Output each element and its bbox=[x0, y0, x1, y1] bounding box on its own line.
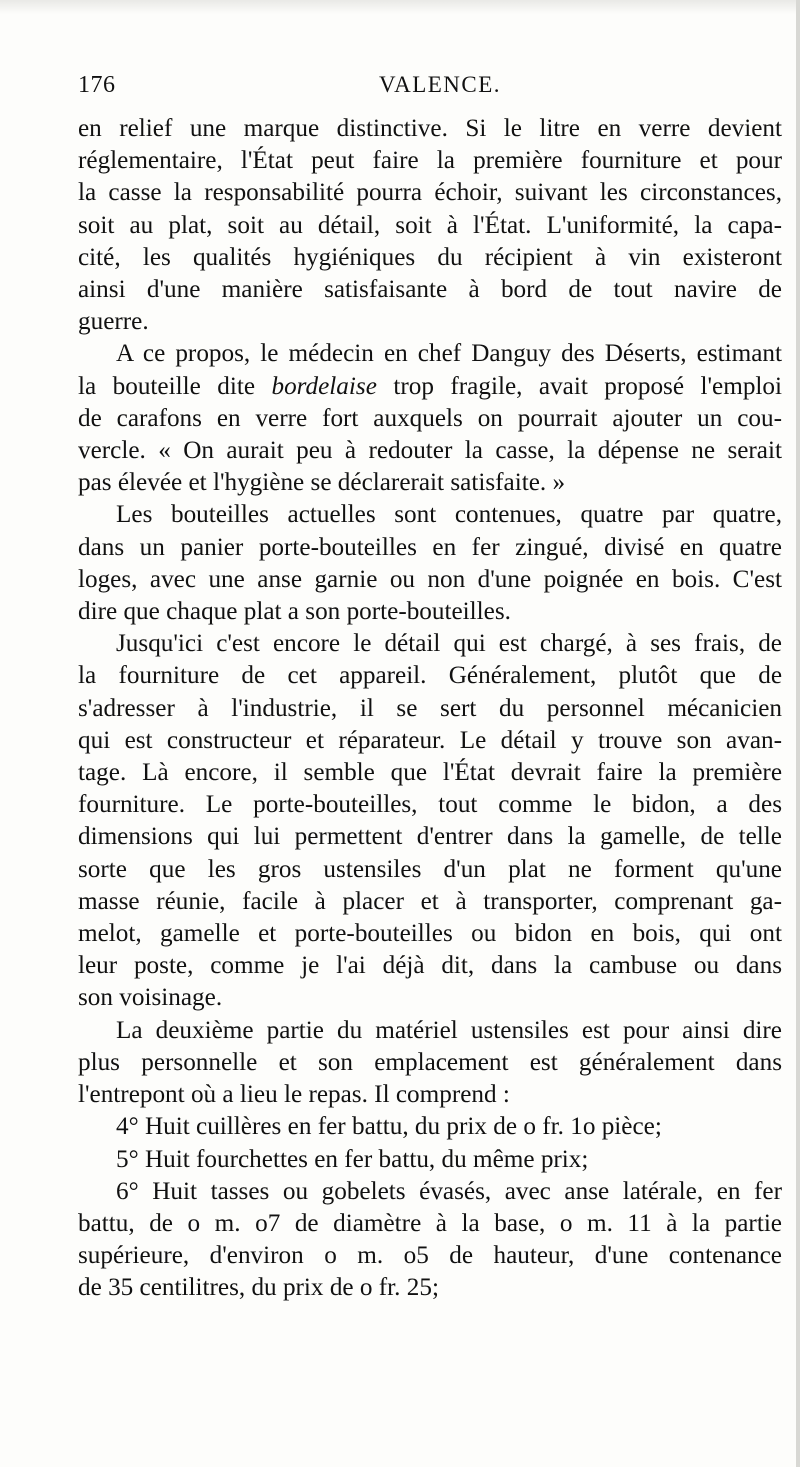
text-line: guerre. bbox=[78, 308, 149, 336]
text-line: la fourniture de cet appareil. Généralement, plutôt que de bbox=[78, 662, 782, 690]
page-header bbox=[78, 72, 782, 108]
text-line: tage. Là encore, il semble que l'État devrait faire la première bbox=[78, 759, 782, 787]
text-line: battu, de o m. o7 de diamètre à la base, o m. 11 à la partie bbox=[78, 1209, 782, 1237]
text-line: melot, gamelle et porte-bouteilles ou bidon en bois, qui ont bbox=[78, 920, 782, 948]
text-line bbox=[78, 371, 782, 403]
text-line: son voisinage. bbox=[78, 984, 223, 1012]
text-fragment: trop fragile, avait proposé l'emploi bbox=[376, 372, 783, 400]
text-line: dire que chaque plat a son porte-bouteilles. bbox=[78, 598, 511, 626]
text-line: vercle. « On aurait peu à redouter la casse, la dépense ne serait bbox=[78, 437, 782, 465]
text-line: en relief une marque distinctive. Si le litre en verre devient bbox=[78, 115, 782, 142]
text-line: supérieure, d'environ o m. o5 de hauteur, d'une contenance bbox=[78, 1242, 782, 1270]
italic-term: bordelaise bbox=[271, 372, 377, 400]
list-item: 5° Huit fourchettes en fer battu, du même prix; bbox=[116, 1145, 589, 1173]
running-title: VALENCE. bbox=[378, 72, 502, 97]
text-line: plus personnelle et son emplacement est généralement dans bbox=[78, 1048, 782, 1076]
text-line: pas élevée et l'hygiène se déclarerait satisfaite. » bbox=[78, 469, 566, 497]
list-item: 6° Huit tasses ou gobelets évasés, avec anse latérale, en fer bbox=[116, 1177, 782, 1205]
text-line: cité, les qualités hygiéniques du récipient à vin existeront bbox=[78, 243, 782, 271]
text-line: la casse la responsabilité pourra échoir, suivant les circonstances, bbox=[78, 179, 782, 207]
text-line: ainsi d'une manière satisfaisante à bord de tout navire de bbox=[78, 276, 782, 304]
text-line: sorte que les gros ustensiles d'un plat ne forment qu'une bbox=[78, 855, 782, 883]
text-line: loges, avec une anse garnie ou non d'une poignée en bois. C'est bbox=[78, 565, 782, 593]
text-line: s'adresser à l'industrie, il se sert du personnel mécanicien bbox=[78, 694, 782, 722]
text-line: de carafons en verre fort auxquels on pourrait ajouter un cou- bbox=[78, 404, 782, 432]
text-line: dans un panier porte-bouteilles en fer zingué, divisé en quatre bbox=[78, 533, 782, 561]
text-line: de 35 centilitres, du prix de o fr. 25; bbox=[78, 1274, 439, 1302]
text-line: réglementaire, l'État peut faire la première fourniture et pour bbox=[78, 147, 782, 175]
text-line: A ce propos, le médecin en chef Danguy des Déserts, estimant bbox=[116, 340, 782, 368]
text-line: dimensions qui lui permettent d'entrer dans la gamelle, de telle bbox=[78, 823, 782, 851]
text-line: l'entrepont où a lieu le repas. Il comprend : bbox=[78, 1081, 510, 1109]
text-line: fourniture. Le porte-bouteilles, tout comme le bidon, a des bbox=[78, 791, 782, 819]
body-text bbox=[78, 113, 782, 1305]
text-line: Jusqu'ici c'est encore le détail qui est chargé, à ses frais, de bbox=[116, 630, 782, 658]
text-line: soit au plat, soit au détail, soit à l'État. L'uniformité, la capa- bbox=[78, 211, 782, 239]
scan-edge-right bbox=[796, 0, 800, 1467]
text-fragment: la bouteille dite bbox=[78, 372, 272, 400]
text-line: Les bouteilles actuelles sont contenues, quatre par quatre, bbox=[116, 501, 782, 529]
text-line: La deuxième partie du matériel ustensiles est pour ainsi dire bbox=[116, 1016, 782, 1044]
text-line: leur poste, comme je l'ai déjà dit, dans la cambuse ou dans bbox=[78, 952, 782, 980]
scan-edge-top bbox=[0, 0, 800, 14]
text-line: qui est constructeur et réparateur. Le détail y trouve son avan- bbox=[78, 726, 782, 754]
text-line: masse réunie, facile à placer et à transporter, comprenant ga- bbox=[78, 887, 782, 915]
page-number: 176 bbox=[78, 72, 116, 98]
list-item: 4° Huit cuillères en fer battu, du prix de o fr. 1o pièce; bbox=[116, 1113, 662, 1141]
